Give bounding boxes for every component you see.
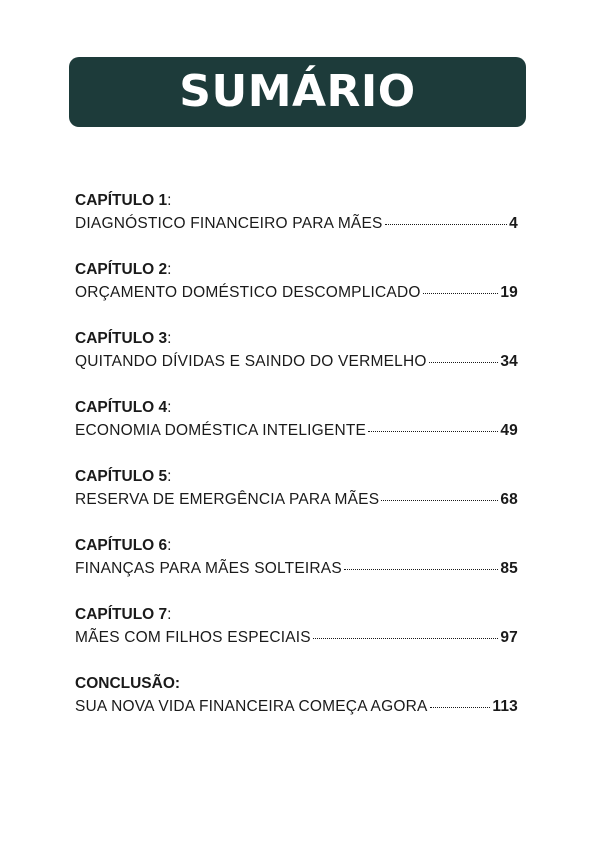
chapter-colon: :: [167, 399, 172, 416]
chapter-label: CAPÍTULO 2: [75, 261, 168, 278]
chapter-colon: :: [167, 261, 172, 278]
chapter-heading: [75, 674, 518, 694]
chapter-label: CAPÍTULO 6: [75, 537, 168, 554]
chapter-line: [75, 418, 518, 444]
page-number: 97: [500, 629, 518, 646]
chapter-label: CONCLUSÃO:: [75, 675, 181, 692]
page-number: 49: [500, 422, 518, 439]
chapter-heading: [75, 536, 518, 556]
chapter-line: [75, 625, 518, 651]
chapter-colon: :: [167, 192, 172, 209]
chapter-heading: [75, 329, 518, 349]
dot-leader: [423, 293, 499, 294]
page-number: 19: [500, 284, 518, 301]
chapter-heading: [75, 605, 518, 625]
chapter-line: [75, 556, 518, 582]
chapter-line: [75, 694, 518, 720]
chapter-label: CAPÍTULO 7: [75, 606, 168, 623]
chapter-line: [75, 487, 518, 513]
toc-entry-conclusion[interactable]: [75, 674, 518, 743]
chapter-label: CAPÍTULO 5: [75, 468, 168, 485]
toc-entry-3[interactable]: [75, 329, 518, 398]
chapter-colon: :: [167, 606, 172, 623]
dot-leader: [429, 362, 499, 363]
toc-entry-5[interactable]: [75, 467, 518, 536]
chapter-heading: [75, 467, 518, 487]
chapter-colon: :: [167, 330, 172, 347]
page-number: 4: [509, 215, 518, 232]
chapter-colon: :: [167, 537, 172, 554]
chapter-heading: [75, 398, 518, 418]
chapter-heading: [75, 191, 518, 211]
page-number: 85: [500, 560, 518, 577]
toc-entry-4[interactable]: [75, 398, 518, 467]
chapter-colon: :: [167, 468, 172, 485]
toc-entry-2[interactable]: [75, 260, 518, 329]
dot-leader: [385, 224, 508, 225]
chapter-title: SUA NOVA VIDA FINANCEIRA COMEÇA AGORA: [75, 698, 428, 715]
chapter-line: [75, 211, 518, 237]
chapter-label: CAPÍTULO 1: [75, 192, 168, 209]
dot-leader: [313, 638, 499, 639]
chapter-line: [75, 280, 518, 306]
chapter-title: FINANÇAS PARA MÃES SOLTEIRAS: [75, 560, 342, 577]
dot-leader: [430, 707, 491, 708]
chapter-title: ECONOMIA DOMÉSTICA INTELIGENTE: [75, 422, 367, 439]
toc-entry-6[interactable]: [75, 536, 518, 605]
chapter-title: DIAGNÓSTICO FINANCEIRO PARA MÃES: [75, 215, 383, 232]
chapter-line: [75, 349, 518, 375]
toc-entry-7[interactable]: [75, 605, 518, 674]
table-of-contents: [75, 191, 518, 743]
page-number: 34: [500, 353, 518, 370]
dot-leader: [381, 500, 498, 501]
dot-leader: [344, 569, 498, 570]
title-banner: [69, 57, 526, 127]
page-number: 113: [492, 698, 518, 715]
toc-entry-1[interactable]: [75, 191, 518, 260]
chapter-label: CAPÍTULO 4: [75, 399, 168, 416]
chapter-title: RESERVA DE EMERGÊNCIA PARA MÃES: [75, 491, 380, 508]
page-title: SUMÁRIO: [179, 66, 416, 117]
chapter-title: ORÇAMENTO DOMÉSTICO DESCOMPLICADO: [75, 284, 421, 301]
chapter-title: QUITANDO DÍVIDAS E SAINDO DO VERMELHO: [75, 353, 427, 370]
dot-leader: [368, 431, 498, 432]
chapter-title: MÃES COM FILHOS ESPECIAIS: [75, 629, 311, 646]
chapter-label: CAPÍTULO 3: [75, 330, 168, 347]
chapter-heading: [75, 260, 518, 280]
page-number: 68: [500, 491, 518, 508]
